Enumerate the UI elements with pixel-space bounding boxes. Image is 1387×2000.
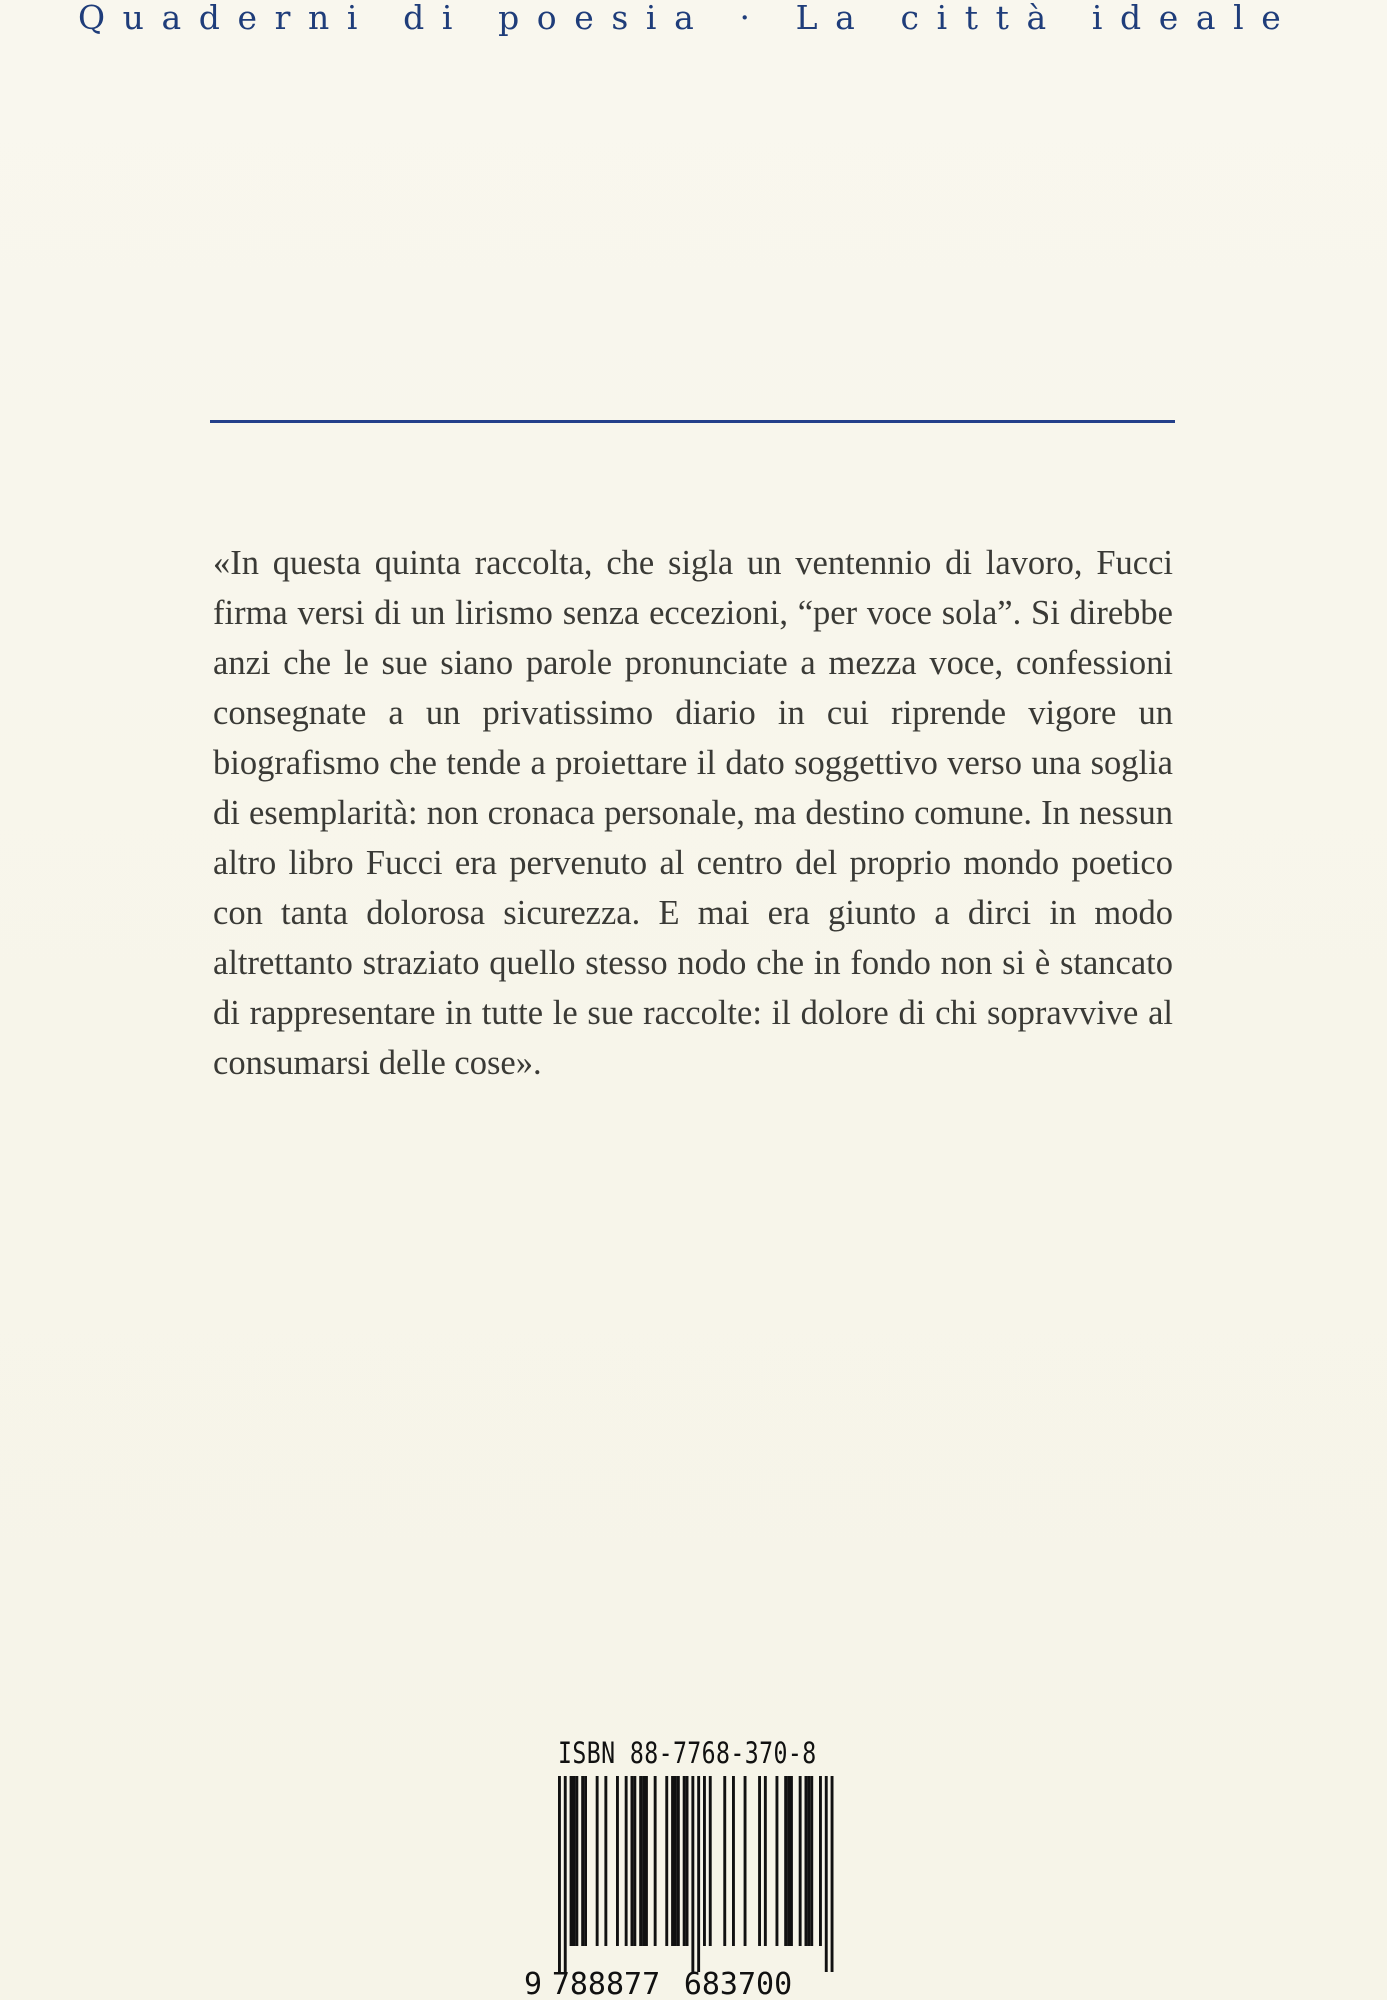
- blurb-text: «In questa quinta raccolta, che sigla un ventennio di lavoro, Fucci firma versi di un lirismo senza eccezioni, “per voce sola”. Si direbbe anzi che le sue siano parole pronunciate a mezza voce, confessioni consegnate a un privatissimo diario in cui riprende vigore un biografismo che tende a proiettare il dato soggettivo verso una soglia di esemplarità: non cronaca personale, ma destino comune. In nessun altro libro Fucci era pervenuto al centro del proprio mondo poetico con tanta dolorosa sicurezza. E mai era giunto a dirci in modo altrettanto straziato quello stesso nodo che in fondo non si è stancato di rappresentare in tutte le sue raccolte: il dolore di chi sopravvive al consumarsi delle cose».: [213, 544, 1173, 1082]
- barcode-bar: [723, 1776, 726, 1946]
- barcode-bar: [645, 1776, 648, 1946]
- barcode-bar: [671, 1776, 674, 1946]
- barcode-bar: [764, 1776, 767, 1946]
- barcode-bar: [642, 1776, 645, 1946]
- barcode-bar: [683, 1776, 686, 1946]
- barcode-bar: [564, 1776, 567, 1972]
- barcode-bar: [758, 1776, 761, 1946]
- barcode-bar: [665, 1776, 668, 1946]
- isbn-label: ISBN 88-7768-370-8: [558, 1736, 817, 1770]
- barcode-bar: [787, 1776, 790, 1946]
- barcode-bar: [677, 1776, 680, 1946]
- barcode-bar: [807, 1776, 810, 1946]
- barcode-bar: [633, 1776, 636, 1946]
- barcode-bar: [584, 1776, 587, 1946]
- barcode-bar: [805, 1776, 808, 1946]
- barcode-bar: [573, 1776, 576, 1946]
- barcode-bar: [776, 1776, 779, 1946]
- barcode-bar: [831, 1776, 834, 1972]
- barcode-graphic: [520, 1766, 850, 2000]
- barcode-bar: [575, 1776, 578, 1946]
- barcode-bar: [639, 1776, 642, 1946]
- barcode-bar: [625, 1776, 628, 1946]
- barcode-bar: [604, 1776, 607, 1946]
- barcode-bar: [654, 1776, 657, 1946]
- barcode-bar: [732, 1776, 735, 1946]
- barcode-bar: [744, 1776, 747, 1946]
- barcode-bar: [825, 1776, 828, 1972]
- ean-right-digits: 683700: [683, 1967, 793, 2000]
- series-header: Quaderni di poesia · La città ideale: [78, 0, 1299, 37]
- barcode-bar: [819, 1776, 822, 1946]
- barcode-bar: [709, 1776, 712, 1946]
- barcode-bar: [703, 1776, 706, 1946]
- ean-left-digits: 788877: [551, 1967, 661, 2000]
- barcode-bar: [686, 1776, 689, 1946]
- divider-rule: [210, 420, 1175, 423]
- barcode-bar: [784, 1776, 787, 1946]
- barcode-bar: [790, 1776, 793, 1946]
- ean-first-digit: 9: [524, 1967, 543, 2000]
- barcode-bar: [558, 1776, 561, 1972]
- barcode-bar: [616, 1776, 619, 1946]
- barcode-bar: [581, 1776, 584, 1946]
- barcode-bar: [810, 1776, 813, 1946]
- barcode-bar: [631, 1776, 634, 1946]
- barcode-bar: [674, 1776, 677, 1946]
- isbn-barcode: [520, 1736, 850, 2000]
- barcode-bar: [596, 1776, 599, 1946]
- barcode-bar: [570, 1776, 573, 1946]
- barcode-bar: [799, 1776, 802, 1946]
- barcode-bar: [697, 1776, 700, 1972]
- barcode-bar: [691, 1776, 694, 1972]
